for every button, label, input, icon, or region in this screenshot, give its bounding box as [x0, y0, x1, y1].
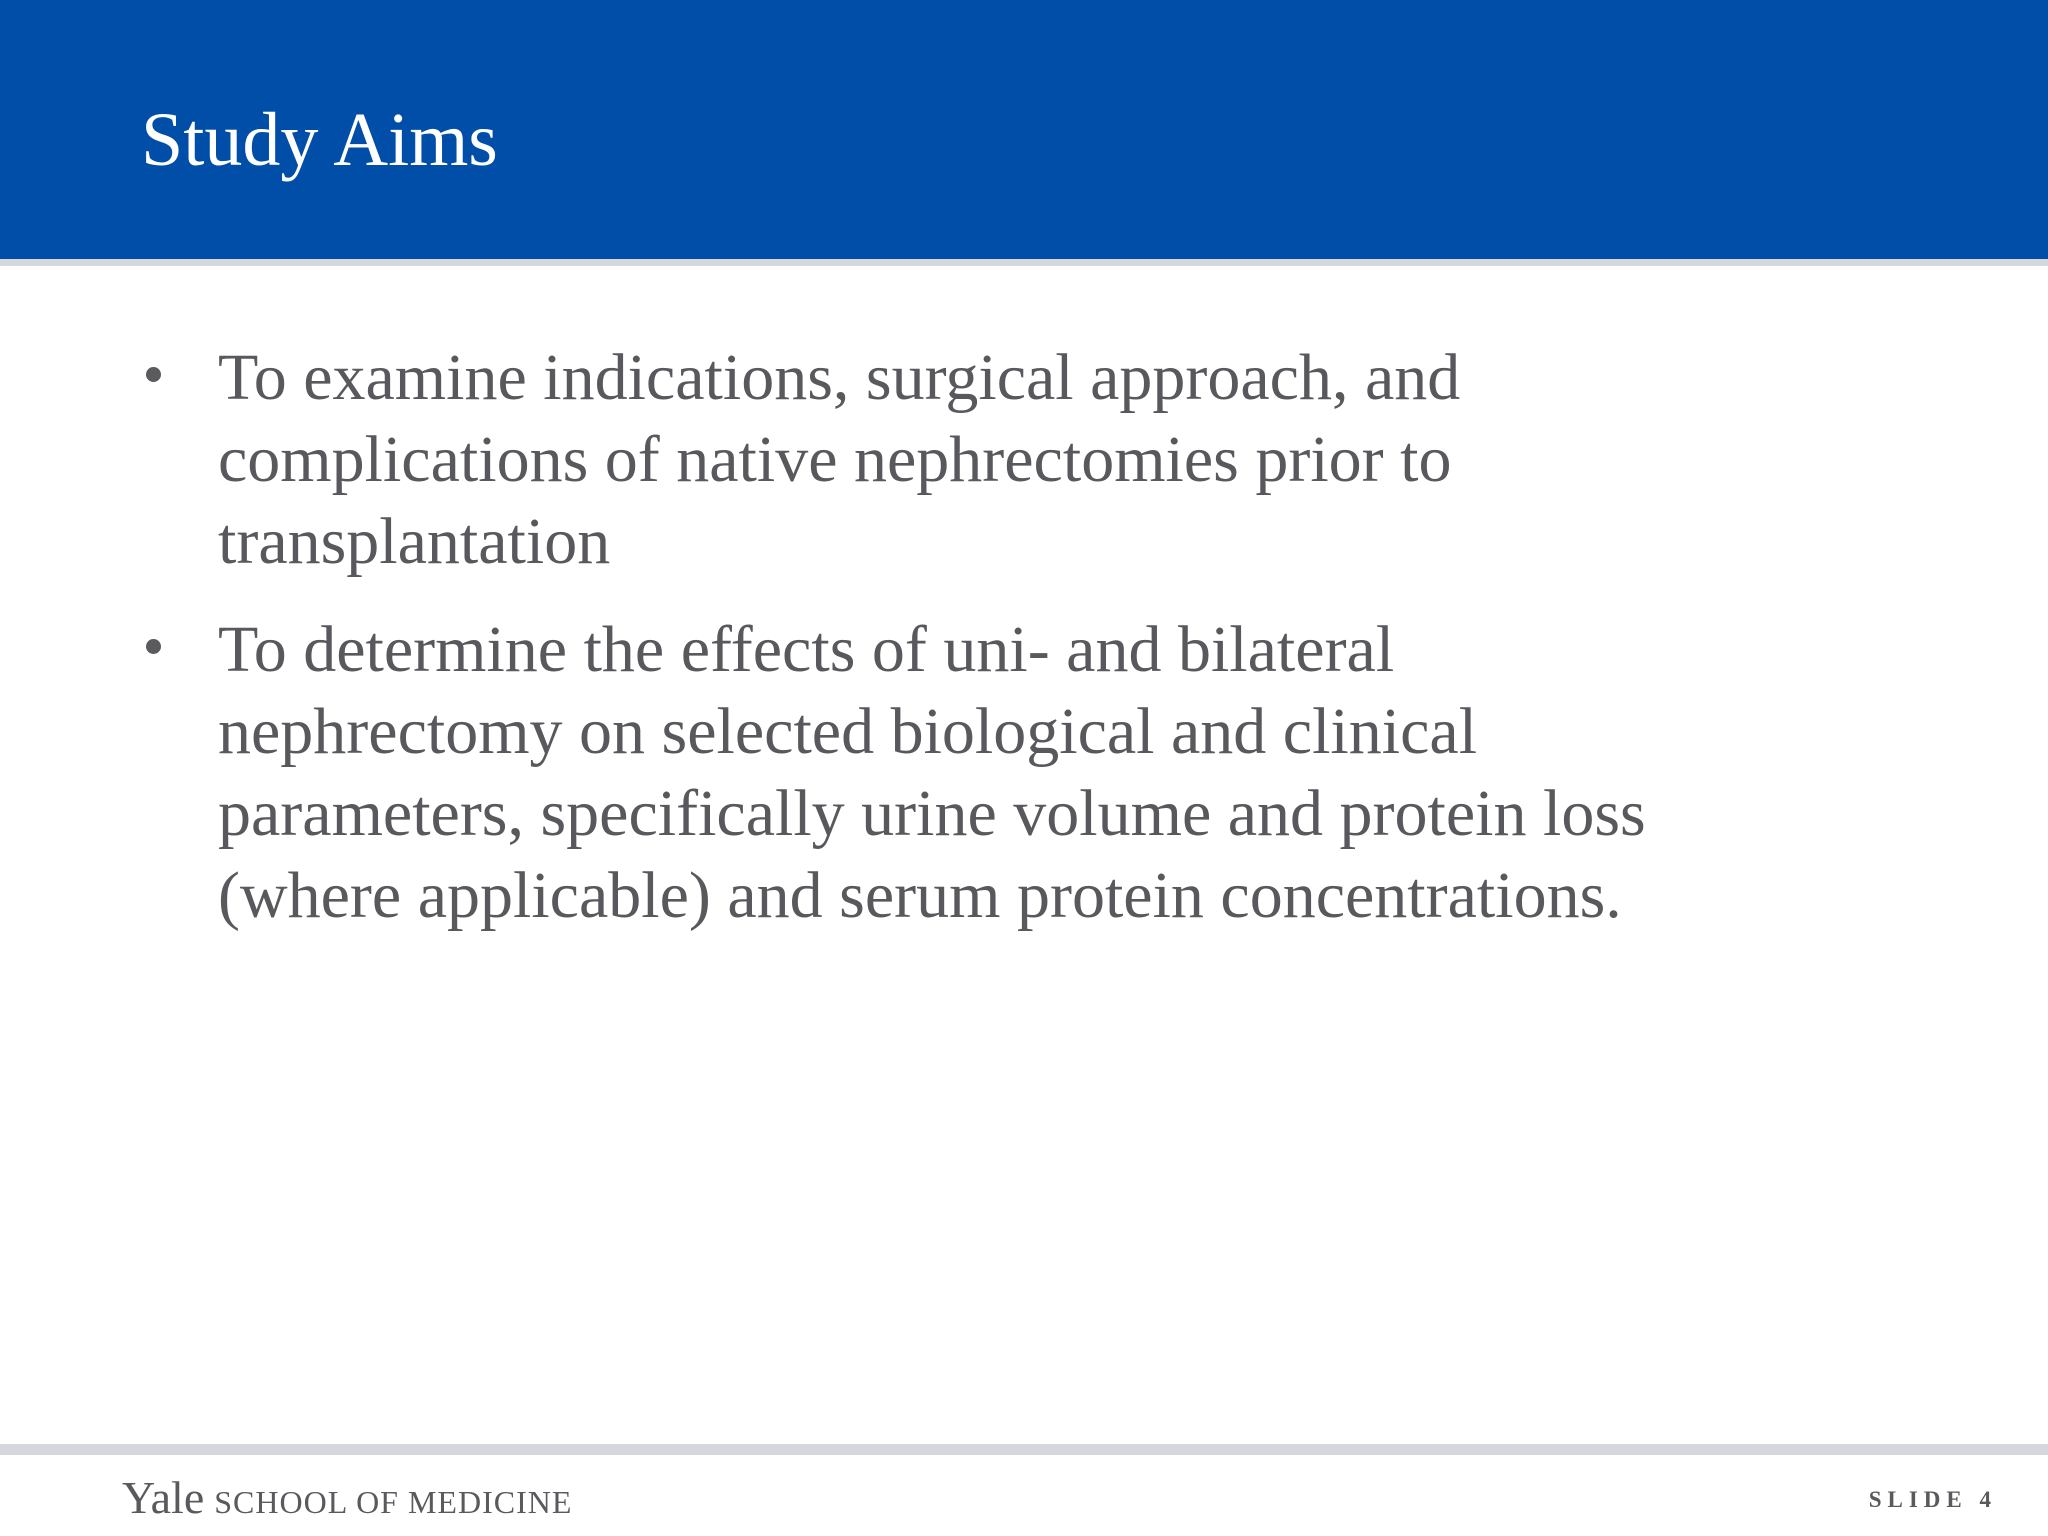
- logo-yale-wordmark: Yale: [122, 1472, 205, 1523]
- bullet-list: [140, 337, 1900, 963]
- header-divider: [0, 259, 2048, 266]
- bullet-line: transplantation: [218, 505, 611, 578]
- bullet-line: nephrectomy on selected biological and clinical: [218, 695, 1478, 768]
- yale-school-of-medicine-logo: [122, 1470, 572, 1530]
- bullet-item-2: [140, 609, 1900, 937]
- slide-title: Study Aims: [141, 98, 498, 182]
- header-band: [0, 0, 2048, 259]
- bullet-line: parameters, specifically urine volume and protein loss: [218, 777, 1646, 850]
- logo-school-wordmark: SCHOOL OF MEDICINE: [214, 1484, 573, 1520]
- footer-divider: [0, 1444, 2048, 1455]
- bullet-line: (where applicable) and serum protein concentrations.: [218, 859, 1622, 932]
- bullet-line: To examine indications, surgical approach, and: [218, 341, 1461, 414]
- slide-number: SLIDE 4: [1868, 1487, 1997, 1512]
- bullet-line: complications of native nephrectomies prior to: [218, 423, 1452, 496]
- bullet-item-1: [140, 337, 1900, 583]
- bullet-line: To determine the effects of uni- and bilateral: [218, 613, 1395, 686]
- bullet-dot-icon: [146, 639, 161, 654]
- bullet-dot-icon: [146, 367, 161, 382]
